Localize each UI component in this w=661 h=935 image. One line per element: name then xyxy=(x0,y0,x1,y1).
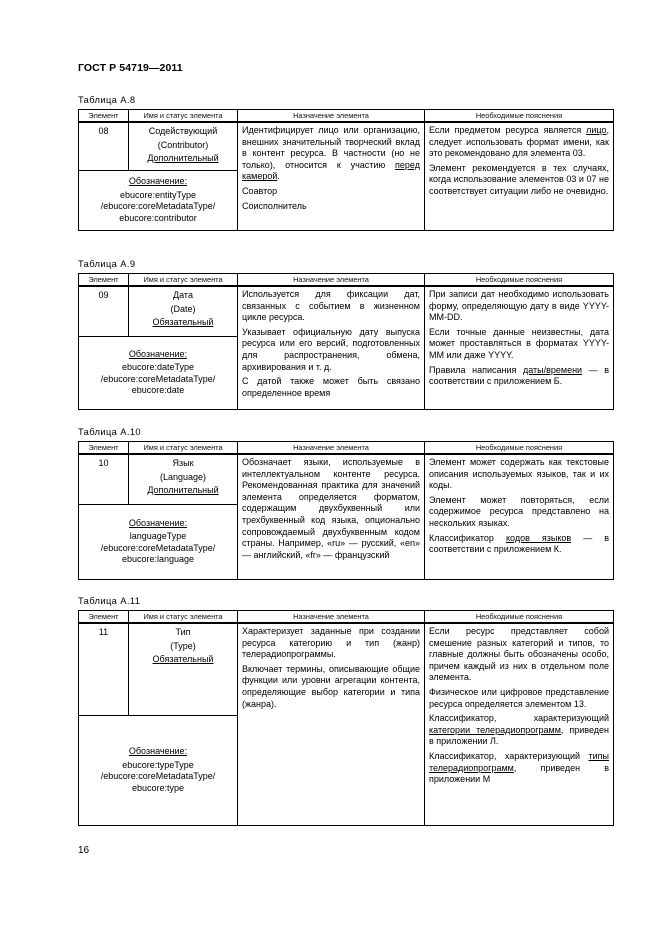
designation-line: ebucore:date xyxy=(131,385,185,395)
header-purpose: Назначение элемента xyxy=(238,611,425,624)
designation-label: Обозначение: xyxy=(128,348,188,359)
element-name-en: (Language) xyxy=(159,471,207,482)
element-status: Обязательный xyxy=(152,654,214,664)
designation-label: Обозначение: xyxy=(128,517,188,528)
page-number: 16 xyxy=(78,845,90,856)
designation-line: /ebucore:coreMetadataType/ xyxy=(100,542,216,553)
header-purpose: Назначение элемента xyxy=(238,110,425,123)
designation-line: /ebucore:coreMetadataType/ xyxy=(100,771,216,781)
designation-cell xyxy=(79,170,238,230)
element-name: Содействующий xyxy=(148,126,218,136)
notes-cell: При записи дат необходимо использовать форму, определяющую дату в виде YYYY-MM-DD. Если точные данные неизвестны, дата может проставляться в форматах YYYY-MM или даже YYYY. Правила написания даты/времени — в соответствии с приложением Б. xyxy=(425,286,614,409)
header-purpose: Назначение элемента xyxy=(238,442,425,455)
purpose-text: Характеризует заданные при создании ресурса категорию и тип (жанр) телерадиопрограммы. xyxy=(242,626,420,660)
designation-line: /ebucore:coreMetadataType/ xyxy=(100,373,216,384)
notes-text: Элемент может содержать как текстовые описания используемых языков, так и их коды. xyxy=(429,457,609,491)
element-name-cell xyxy=(129,122,238,170)
table-a11 xyxy=(78,610,614,826)
header-name-status: Имя и статус элемента xyxy=(129,611,238,624)
element-name: Дата xyxy=(173,290,193,300)
element-number: 11 xyxy=(79,623,129,715)
header-notes: Необходимые пояснения xyxy=(425,442,614,455)
notes-text: Если точные данные неизвестны, дата может проставляться в форматах YYYY-MM или даже YYYY. xyxy=(429,326,609,360)
purpose-cell xyxy=(238,454,425,579)
document-header: ГОСТ Р 54719—2011 xyxy=(78,62,183,74)
header-purpose: Назначение элемента xyxy=(238,274,425,287)
designation-cell xyxy=(79,504,238,579)
header-name-status: Имя и статус элемента xyxy=(129,442,238,455)
table-caption: Таблица А.8 xyxy=(78,95,136,105)
designation-line: ebucore:typeType xyxy=(122,759,194,770)
purpose-text: Указывает официальную дату выпуска ресурса или его версий, подготовленных для распространения, обмена, архивирования и т. д. xyxy=(242,326,420,372)
designation-label: Обозначение: xyxy=(128,746,188,756)
notes-cell: Элемент может содержать как текстовые описания используемых языков, так и их коды. Элемент может повторяться, если содержимое ресурса представлено на нескольких языках. Классификатор кодов языков — в соответствии с приложением К. xyxy=(425,454,614,579)
designation-line: ebucore:entityType xyxy=(119,189,197,200)
notes-text: Элемент может повторяться, если содержимое ресурса представлено на нескольких языках. xyxy=(429,494,609,528)
element-name-en: (Date) xyxy=(170,303,196,314)
header-notes: Необходимые пояснения xyxy=(425,274,614,287)
header-element: Элемент xyxy=(79,274,129,287)
element-number: 09 xyxy=(79,286,129,336)
designation-line: ebucore:contributor xyxy=(119,212,197,223)
table-caption: Таблица А.9 xyxy=(78,259,136,269)
designation-line: ebucore:dateType xyxy=(121,362,195,372)
designation-cell xyxy=(79,715,238,825)
designation-line: languageType xyxy=(129,531,187,541)
element-number: 08 xyxy=(79,122,129,170)
purpose-text: Соисполнитель xyxy=(242,200,307,211)
purpose-text: Используется для фиксации дат, связанных с событием в жизненном цикле ресурса. xyxy=(242,289,420,323)
notes-cell: Если ресурс представляет собой смешение разных категорий и типов, то главные должны быть обозначены особо, причем каждый из них в отдельном поле элемента. Физическое или цифровое представление ресурса определяется элементом 13. Классификатор, характеризующий категории телерадиопрограмм, приведен в приложении Л. Классификатор, характеризующий типы телерадиопрограмм, приведен в приложении М xyxy=(425,623,614,825)
header-element: Элемент xyxy=(79,442,129,455)
element-number: 10 xyxy=(79,454,129,504)
table-caption: Таблица А.11 xyxy=(78,596,141,606)
header-name-status: Имя и статус элемента xyxy=(129,110,238,123)
purpose-text: Включает термины, описывающие общие функции или уровни агрегации контента, определяющие выбор категории и типа (жанра). xyxy=(242,663,420,709)
table-a10 xyxy=(78,441,614,580)
element-status: Дополнительный xyxy=(147,485,219,495)
header-notes: Необходимые пояснения xyxy=(425,110,614,123)
designation-label: Обозначение: xyxy=(128,176,188,186)
element-status: Обязательный xyxy=(152,317,214,327)
element-name-en: (Contributor) xyxy=(157,139,209,150)
designation-line: /ebucore:coreMetadataType/ xyxy=(100,201,216,211)
element-name-cell xyxy=(129,454,238,504)
element-name: Язык xyxy=(172,458,194,468)
notes-text: Если ресурс представляет собой смешение разных категорий и типов, то главные должны быть обозначены особо, причем каждый из них в отдельном поле элемента. xyxy=(429,626,609,683)
purpose-text: С датой также может быть связано определенное время xyxy=(242,376,420,398)
notes-text: Физическое или цифровое представление ресурса определяется элементом 13. xyxy=(429,686,609,709)
designation-line: ebucore:type xyxy=(131,782,185,793)
element-name-en: (Type) xyxy=(170,640,196,651)
designation-cell xyxy=(79,336,238,409)
notes-text: При записи дат необходимо использовать форму, определяющую дату в виде YYYY-MM-DD. xyxy=(429,289,609,323)
header-notes: Необходимые пояснения xyxy=(425,611,614,624)
purpose-text: Обозначает языки, используемые в интеллектуальном контенте ресурса. Рекомендованная практика для значений элемента определяется форматом, содержащим двухбуквенный или трехбуквенный код языка, опционально сопровождаемый двухбуквенным кодом страны. Например, «ru» — русский, «en» — английский, «fr» — французский xyxy=(242,457,420,560)
table-a9 xyxy=(78,273,614,410)
element-name: Тип xyxy=(175,627,191,637)
notes-cell: Если предметом ресурса является лицо, следует использовать формат имени, как это рекомендовано для элемента 03. Элемент рекомендуется в тех случаях, когда использование элементов 03 и 07 не соответствует ситуации либо не очевидно. xyxy=(425,122,614,230)
table-caption: Таблица А.10 xyxy=(78,427,141,437)
purpose-cell xyxy=(238,286,425,409)
table-a8 xyxy=(78,109,614,231)
notes-text: Элемент рекомендуется в тех случаях, когда использование элементов 03 и 07 не соответствует ситуации либо не очевидно. xyxy=(429,162,609,196)
purpose-cell: Идентифицирует лицо или организацию, внешних значительный творческий вклад в контент ресурса. В частности (но не только), относится к участию перед камерой. Соавтор Соисполнитель xyxy=(238,122,425,230)
header-element: Элемент xyxy=(79,110,129,123)
element-status: Дополнительный xyxy=(147,153,219,163)
purpose-cell xyxy=(238,623,425,825)
header-element: Элемент xyxy=(79,611,129,624)
designation-line: ebucore:language xyxy=(121,554,195,564)
purpose-text: Соавтор xyxy=(242,185,278,196)
header-name-status: Имя и статус элемента xyxy=(129,274,238,287)
element-name-cell xyxy=(129,286,238,336)
element-name-cell xyxy=(129,623,238,715)
